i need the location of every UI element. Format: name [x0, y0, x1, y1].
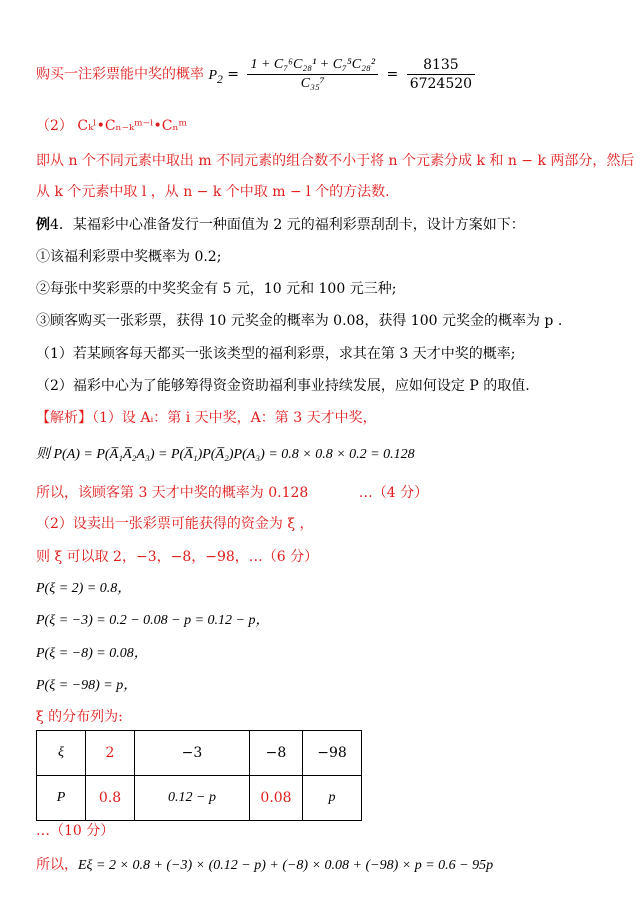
expectation-formula: Eξ = 2 × 0.8 + (−3) × (0.12 − p) + (−8) × 0.08 + (−98) × p = 0.6 − 95p — [78, 858, 494, 873]
random-variable-definition: （2）设卖出一张彩票可能获得的资金为 ξ ， — [36, 516, 314, 532]
prob-xi-neg98: P(ξ = −98) = p， — [36, 678, 138, 693]
table-row — [37, 731, 362, 776]
expectation-label: 所以， — [36, 857, 78, 873]
table-cell: P — [37, 776, 86, 821]
distribution-title: ξ 的分布列为: — [36, 709, 123, 725]
probability-calculation: 则 P(A) = P(A̅₁A̅₂A₃) = P(A̅₁)P(A̅₂)P(A₃) = 0.8 × 0.8 × 0.2 = 0.128 — [36, 447, 415, 462]
score-10: …（10 分） — [36, 823, 115, 839]
combination-denominator: C₃₅⁷ — [300, 76, 325, 91]
question-2: （2）福彩中心为了能够筹得资金资助福利事业持续发展，应如何设定 P 的取值. — [36, 378, 530, 394]
combination-fraction — [247, 56, 378, 93]
prob-xi-neg3: P(ξ = −3) = 0.2 − 0.08 − p = 0.12 − p， — [36, 613, 270, 628]
table-cell: −3 — [135, 731, 250, 776]
scheme-item-2: ②每张中奖彩票的中奖奖金有 5 元，10 元和 100 元三种; — [36, 281, 397, 297]
prob-xi-2: P(ξ = 2) = 0.8， — [36, 581, 132, 596]
numeric-denominator: 6724520 — [409, 76, 473, 92]
scheme-item-3: ③顾客购买一张彩票，获得 10 元奖金的概率为 0.08，获得 100 元奖金的概率为 p . — [36, 313, 563, 329]
table-cell: 0.12 − p — [135, 776, 250, 821]
table-cell: 0.08 — [250, 776, 303, 821]
table-cell: p — [303, 776, 362, 821]
table-cell: −8 — [250, 731, 303, 776]
combination-numerator: 1 + C₇⁶C₂₈¹ + C₇⁵C₂₈² — [247, 56, 378, 75]
winning-probability-line: 购买一注彩票能中奖的概率 $P_2$ = $\frac{\text{1 + C₇⁶C₂₈¹ + C₇⁵C₂₈²}}{\text{C₃₅⁷}}$ = $\frac{8135}{6724520}$ — [36, 56, 479, 93]
table-cell: 2 — [86, 731, 135, 776]
table-cell: ξ — [37, 731, 86, 776]
combination-explanation-2: 从 k 个元素中取 l ，从 n − k 个中取 m − l 个的方法数. — [36, 184, 390, 200]
random-variable-values: 则 ξ 可以取 2，−3，−8，−98，…（6 分） — [36, 549, 319, 565]
numeric-numerator: 8135 — [407, 56, 475, 75]
table-row — [37, 776, 362, 821]
solution-header: 【解析】（1）设 Aᵢ：第 i 天中奖，A：第 3 天才中奖， — [36, 410, 377, 426]
numeric-fraction — [407, 56, 475, 93]
expectation-line — [36, 856, 493, 875]
p2-symbol: $P_2$ — [208, 67, 223, 86]
example-4-header — [36, 216, 525, 234]
score-4: …（4 分） — [358, 485, 429, 501]
prob-xi-neg8: P(ξ = −8) = 0.08， — [36, 646, 148, 661]
answer-part1-text: 所以，该顾客第 3 天才中奖的概率为 0.128 — [36, 485, 309, 501]
scheme-item-1: ①该福利彩票中奖概率为 0.2; — [36, 249, 222, 265]
example-text: 4．某福彩中心准备发行一种面值为 2 元的福利彩票刮刮卡，设计方案如下： — [50, 217, 525, 233]
table-cell: −98 — [303, 731, 362, 776]
answer-part1 — [36, 484, 428, 502]
combination-explanation-1: 即从 n 个不同元素中取出 m 不同元素的组合数不小于将 n 个元素分成 k 和 n − k 两部分，然后 — [36, 153, 635, 169]
table-cell: 0.8 — [86, 776, 135, 821]
part2-combination-formula: （2） Cₖˡ•Cₙ₋ₖᵐ⁻ˡ•Cₙᵐ — [36, 118, 188, 134]
question-1: （1）若某顾客每天都买一张该类型的福利彩票，求其在第 3 天才中奖的概率; — [36, 346, 516, 362]
distribution-table — [36, 730, 362, 821]
example-label: 例 — [36, 217, 50, 233]
winning-probability-text: 购买一注彩票能中奖的概率 — [36, 66, 204, 83]
